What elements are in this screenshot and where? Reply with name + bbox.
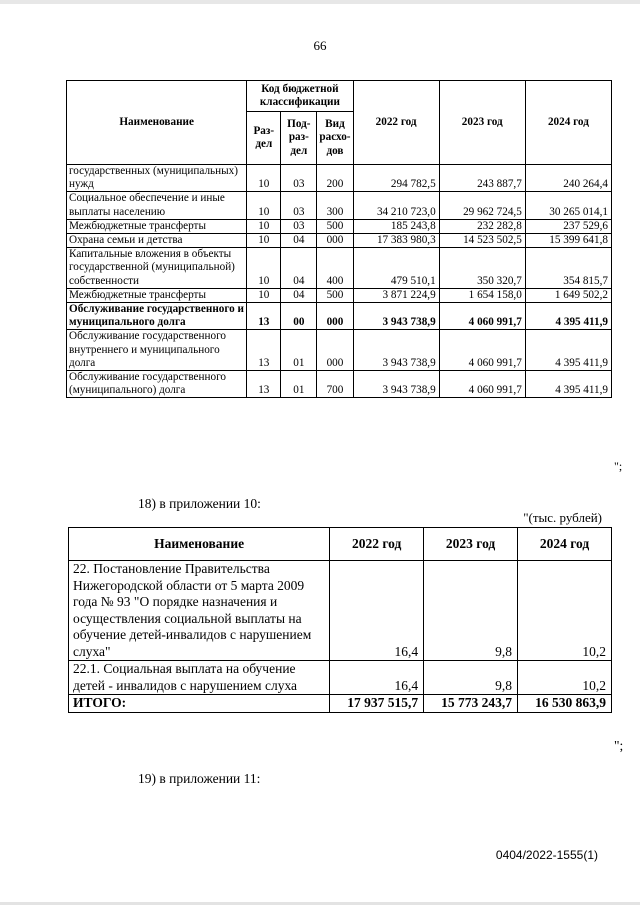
units-label: "(тыс. рублей): [523, 510, 602, 525]
table2-header-row: [69, 528, 612, 561]
row-razdel: 13: [247, 303, 281, 330]
row-value-2022: 16,4: [330, 561, 424, 661]
row-value-2022: 17 383 980,3: [353, 234, 439, 248]
row-name: 22.1. Социальная выплата на обучение детей - инвалидов с нарушением слуха: [69, 661, 330, 695]
row-value-2023: 4 060 991,7: [439, 371, 525, 398]
row-razdel: 10: [247, 219, 281, 233]
page-number: 66: [313, 38, 327, 53]
header-2023: 2023 год: [424, 528, 518, 561]
row-value-2023: 29 962 724,5: [439, 192, 525, 219]
row-value-2022: 34 210 723,0: [353, 192, 439, 219]
row-value-2022: 16,4: [330, 661, 424, 695]
row-value-2023: 1 654 158,0: [439, 288, 525, 302]
section-19-title: 19) в приложении 11:: [138, 771, 261, 786]
row-value-2024: 237 529,6: [525, 219, 611, 233]
table1-header-row: [67, 81, 612, 112]
row-value-2023: 4 060 991,7: [439, 303, 525, 330]
table-row: [67, 330, 612, 371]
header-2022: 2022 год: [353, 81, 439, 165]
header-2024: 2024 год: [525, 81, 611, 165]
budget-expenditure-table: [66, 80, 612, 398]
row-value-2023: 243 887,7: [439, 165, 525, 192]
header-razdel: Раз-дел: [247, 112, 281, 165]
row-value-2023: 9,8: [424, 561, 518, 661]
row-value-2022: 3 871 224,9: [353, 288, 439, 302]
table1-closing-quote: ";: [614, 459, 623, 473]
table-row: [69, 661, 612, 695]
appendix-10-table: [68, 527, 612, 713]
row-razdel: 10: [247, 165, 281, 192]
row-vid: 000: [317, 330, 353, 371]
row-razdel: 13: [247, 330, 281, 371]
table-row: [67, 371, 612, 398]
header-vid: Вид расхо-дов: [317, 112, 353, 165]
header-2022: 2022 год: [330, 528, 424, 561]
row-razdel: 10: [247, 248, 281, 289]
row-name: государственных (муниципальных) нужд: [67, 165, 247, 192]
row-value-2024: 4 395 411,9: [525, 371, 611, 398]
total-label: ИТОГО:: [69, 695, 330, 713]
row-value-2023: 14 523 502,5: [439, 234, 525, 248]
row-podrazdel: 04: [281, 248, 317, 289]
row-value-2024: 30 265 014,1: [525, 192, 611, 219]
row-vid: 000: [317, 303, 353, 330]
row-name: Социальное обеспечение и иные выплаты населению: [67, 192, 247, 219]
row-name: Обслуживание государственного (муниципального) долга: [67, 371, 247, 398]
row-podrazdel: 03: [281, 192, 317, 219]
row-vid: 700: [317, 371, 353, 398]
row-value-2024: 240 264,4: [525, 165, 611, 192]
row-value-2022: 3 943 738,9: [353, 303, 439, 330]
row-value-2023: 232 282,8: [439, 219, 525, 233]
row-value-2024: 10,2: [518, 561, 612, 661]
row-value-2023: 4 060 991,7: [439, 330, 525, 371]
row-vid: 000: [317, 234, 353, 248]
table-row: [67, 248, 612, 289]
row-podrazdel: 00: [281, 303, 317, 330]
row-value-2022: 185 243,8: [353, 219, 439, 233]
header-name: Наименование: [69, 528, 330, 561]
header-2024: 2024 год: [518, 528, 612, 561]
row-vid: 200: [317, 165, 353, 192]
row-razdel: 13: [247, 371, 281, 398]
row-podrazdel: 01: [281, 330, 317, 371]
header-2023: 2023 год: [439, 81, 525, 165]
document-number: 0404/2022-1555(1): [495, 848, 598, 862]
row-name: Межбюджетные трансферты: [67, 288, 247, 302]
row-value-2024: 354 815,7: [525, 248, 611, 289]
row-podrazdel: 03: [281, 219, 317, 233]
total-value-2022: 17 937 515,7: [330, 695, 424, 713]
header-code-group: Код бюджетной классификации: [247, 81, 353, 112]
header-name: Наименование: [67, 81, 247, 165]
table2-closing-quote: ";: [614, 738, 624, 753]
row-value-2024: 10,2: [518, 661, 612, 695]
total-row: [69, 695, 612, 713]
row-value-2022: 3 943 738,9: [353, 330, 439, 371]
row-value-2022: 3 943 738,9: [353, 371, 439, 398]
row-razdel: 10: [247, 192, 281, 219]
table-row: [67, 165, 612, 192]
table-row: [67, 219, 612, 233]
row-podrazdel: 01: [281, 371, 317, 398]
section-18-title: 18) в приложении 10:: [138, 496, 261, 511]
row-podrazdel: 03: [281, 165, 317, 192]
row-value-2022: 479 510,1: [353, 248, 439, 289]
row-podrazdel: 04: [281, 234, 317, 248]
total-value-2024: 16 530 863,9: [518, 695, 612, 713]
row-name: Обслуживание государственного внутреннего и муниципального долга: [67, 330, 247, 371]
scan-top-edge: [0, 0, 640, 4]
row-value-2024: 1 649 502,2: [525, 288, 611, 302]
table-row: [69, 561, 612, 661]
row-value-2023: 9,8: [424, 661, 518, 695]
row-razdel: 10: [247, 234, 281, 248]
row-vid: 500: [317, 288, 353, 302]
row-name: 22. Постановление Правительства Нижегородской области от 5 марта 2009 года № 93 "О порядке назначения и осуществления социальной выплаты на обучение детей-инвалидов с нарушением слуха": [69, 561, 330, 661]
row-value-2024: 15 399 641,8: [525, 234, 611, 248]
row-value-2024: 4 395 411,9: [525, 330, 611, 371]
row-value-2024: 4 395 411,9: [525, 303, 611, 330]
row-name: Охрана семьи и детства: [67, 234, 247, 248]
row-name: Обслуживание государственного и муниципального долга: [67, 303, 247, 330]
header-podrazdel: Под-раз-дел: [281, 112, 317, 165]
table-row: [67, 234, 612, 248]
row-razdel: 10: [247, 288, 281, 302]
row-name: Капитальные вложения в объекты государственной (муниципальной) собственности: [67, 248, 247, 289]
row-podrazdel: 04: [281, 288, 317, 302]
table-row: [67, 303, 612, 330]
row-name: Межбюджетные трансферты: [67, 219, 247, 233]
table-row: [67, 288, 612, 302]
row-vid: 300: [317, 192, 353, 219]
total-value-2023: 15 773 243,7: [424, 695, 518, 713]
row-vid: 400: [317, 248, 353, 289]
table-row: [67, 192, 612, 219]
row-value-2022: 294 782,5: [353, 165, 439, 192]
row-value-2023: 350 320,7: [439, 248, 525, 289]
row-vid: 500: [317, 219, 353, 233]
